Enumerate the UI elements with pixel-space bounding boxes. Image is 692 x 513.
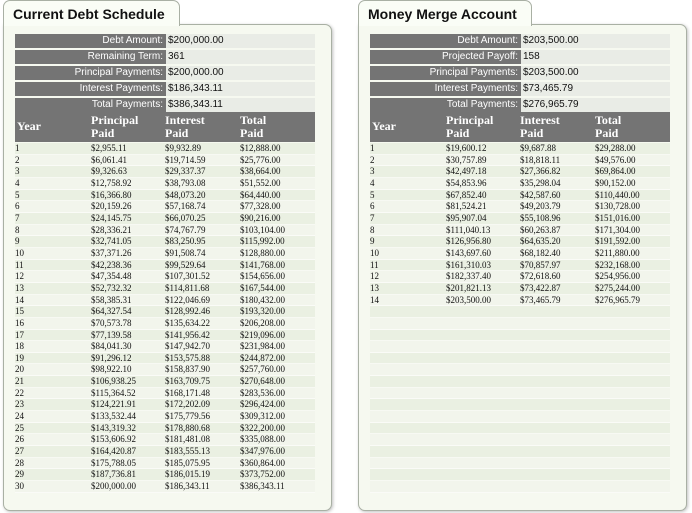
table-row	[370, 190, 670, 202]
interest-cell: $55,108.96	[520, 212, 561, 223]
interest-cell: $99,529.64	[165, 259, 206, 270]
total-cell: $193,320.00	[240, 306, 285, 317]
principal-cell: $153,606.92	[91, 434, 136, 445]
table-row	[370, 295, 670, 307]
principal-cell: $32,741.05	[91, 236, 132, 247]
table-row	[15, 166, 315, 178]
table-row	[15, 248, 315, 260]
table-row	[15, 446, 315, 458]
summary-row	[370, 34, 670, 50]
year-cell: 4	[15, 177, 20, 188]
total-cell: $360,864.00	[240, 457, 285, 468]
principal-cell: $16,366.80	[91, 189, 132, 200]
total-cell: $141,768.00	[240, 259, 285, 270]
principal-cell: $67,852.40	[446, 189, 487, 200]
empty-row	[370, 446, 670, 458]
total-cell: $167,544.00	[240, 282, 285, 293]
year-cell: 3	[15, 166, 20, 177]
interest-cell: $168,171.48	[165, 387, 210, 398]
table-row	[15, 411, 315, 423]
current-debt-tab[interactable]: Current Debt Schedule	[3, 0, 180, 26]
year-cell: 8	[370, 224, 375, 235]
total-cell: $219,096.00	[240, 329, 285, 340]
summary-label: Debt Amount:	[15, 34, 166, 50]
header-year: Year	[17, 119, 41, 133]
table-row	[15, 236, 315, 248]
year-cell: 11	[370, 259, 379, 270]
header-interest: Interest Paid	[520, 113, 560, 140]
total-cell: $347,976.00	[240, 446, 285, 457]
year-cell: 6	[15, 201, 20, 212]
year-cell: 18	[15, 341, 24, 352]
total-cell: $257,760.00	[240, 364, 285, 375]
table-row	[370, 166, 670, 178]
table-row	[15, 155, 315, 167]
summary-label: Remaining Term:	[15, 50, 166, 66]
total-cell: $171,304.00	[595, 224, 640, 235]
principal-cell: $175,788.05	[91, 457, 136, 468]
interest-cell: $35,298.04	[520, 177, 561, 188]
table-row	[15, 469, 315, 481]
year-cell: 14	[370, 294, 379, 305]
total-cell: $25,776.00	[240, 154, 281, 165]
total-cell: $244,872.00	[240, 352, 285, 363]
year-cell: 14	[15, 294, 24, 305]
interest-cell: $147,942.70	[165, 341, 210, 352]
year-cell: 2	[370, 154, 375, 165]
year-cell: 1	[370, 143, 375, 153]
table-row	[15, 353, 315, 365]
total-cell: $128,880.00	[240, 247, 285, 258]
principal-cell: $42,238.36	[91, 259, 132, 270]
interest-cell: $73,422.87	[520, 282, 561, 293]
header-principal: Principal Paid	[446, 113, 494, 140]
total-cell: $103,104.00	[240, 224, 285, 235]
table-row	[370, 283, 670, 295]
total-cell: $211,880.00	[595, 247, 640, 258]
total-cell: $296,424.00	[240, 399, 285, 410]
interest-cell: $135,634.22	[165, 317, 210, 328]
empty-row	[370, 341, 670, 353]
principal-cell: $161,310.03	[446, 259, 491, 270]
year-cell: 7	[370, 212, 375, 223]
total-cell: $69,864.00	[595, 166, 636, 177]
year-cell: 29	[15, 469, 24, 480]
header-total: Total Paid	[595, 113, 622, 140]
total-cell: $154,656.00	[240, 271, 285, 282]
empty-row	[370, 399, 670, 411]
table-row	[15, 341, 315, 353]
empty-row	[370, 388, 670, 400]
total-cell: $309,312.00	[240, 411, 285, 422]
summary-row	[15, 50, 315, 66]
money-merge-tab[interactable]: Money Merge Account	[358, 0, 532, 26]
interest-cell: $9,687.88	[520, 143, 556, 153]
table-row	[15, 434, 315, 446]
year-cell: 5	[370, 189, 375, 200]
summary-row	[370, 82, 670, 98]
interest-cell: $114,811.68	[165, 282, 210, 293]
principal-cell: $201,821.13	[446, 282, 491, 293]
total-cell: $151,016.00	[595, 212, 640, 223]
interest-cell: $68,182.40	[520, 247, 561, 258]
interest-cell: $60,263.87	[520, 224, 561, 235]
table-row	[15, 388, 315, 400]
interest-cell: $181,481.08	[165, 434, 210, 445]
principal-cell: $164,420.87	[91, 446, 136, 457]
interest-cell: $38,793.08	[165, 177, 206, 188]
total-cell: $130,728.00	[595, 201, 640, 212]
principal-cell: $28,336.21	[91, 224, 132, 235]
year-cell: 4	[370, 177, 375, 188]
table-row	[15, 376, 315, 388]
principal-cell: $187,736.81	[91, 469, 136, 480]
table-row	[15, 143, 315, 155]
year-cell: 10	[15, 247, 24, 258]
principal-cell: $19,600.12	[446, 143, 487, 153]
year-cell: 16	[15, 317, 24, 328]
principal-cell: $24,145.75	[91, 212, 132, 223]
year-cell: 20	[15, 364, 24, 375]
summary-value: $73,465.79	[521, 82, 670, 98]
interest-cell: $178,880.68	[165, 422, 210, 433]
interest-cell: $70,857.97	[520, 259, 561, 270]
total-cell: $12,888.00	[240, 143, 281, 153]
total-cell: $110,440.00	[595, 189, 640, 200]
principal-cell: $6,061.41	[91, 154, 127, 165]
interest-cell: $158,837.90	[165, 364, 210, 375]
empty-row	[370, 458, 670, 470]
table-row	[15, 306, 315, 318]
total-cell: $322,200.00	[240, 422, 285, 433]
total-cell: $283,536.00	[240, 387, 285, 398]
year-cell: 12	[370, 271, 379, 282]
year-cell: 28	[15, 457, 24, 468]
interest-cell: $64,635.20	[520, 236, 561, 247]
year-cell: 11	[15, 259, 24, 270]
table-row	[370, 225, 670, 237]
year-cell: 15	[15, 306, 24, 317]
year-cell: 22	[15, 387, 24, 398]
empty-row	[370, 318, 670, 330]
summary-value: $386,343.11	[166, 98, 315, 114]
total-cell: $231,984.00	[240, 341, 285, 352]
principal-cell: $124,221.91	[91, 399, 136, 410]
principal-cell: $20,159.26	[91, 201, 132, 212]
interest-cell: $42,587.60	[520, 189, 561, 200]
year-cell: 9	[15, 236, 20, 247]
current-debt-box	[3, 24, 332, 511]
principal-cell: $133,532.44	[91, 411, 136, 422]
summary-label: Interest Payments:	[370, 82, 521, 98]
table-row	[15, 399, 315, 411]
table-row	[15, 190, 315, 202]
table-row	[15, 330, 315, 342]
table-row	[15, 458, 315, 470]
year-cell: 12	[15, 271, 24, 282]
table-row	[15, 225, 315, 237]
principal-cell: $91,296.12	[91, 352, 132, 363]
year-cell: 8	[15, 224, 20, 235]
interest-cell: $73,465.79	[520, 294, 561, 305]
empty-row	[370, 353, 670, 365]
table-row	[15, 318, 315, 330]
table-row	[15, 423, 315, 435]
principal-cell: $203,500.00	[446, 294, 491, 305]
total-cell: $115,992.00	[240, 236, 285, 247]
empty-row	[370, 469, 670, 481]
year-cell: 26	[15, 434, 24, 445]
interest-cell: $172,202.09	[165, 399, 210, 410]
interest-cell: $49,203.79	[520, 201, 561, 212]
table-row	[15, 481, 315, 493]
year-cell: 9	[370, 236, 375, 247]
total-cell: $64,440.00	[240, 189, 281, 200]
total-cell: $77,328.00	[240, 201, 281, 212]
summary-value: $203,500.00	[521, 66, 670, 82]
interest-cell: $74,767.79	[165, 224, 206, 235]
table-row	[370, 271, 670, 283]
header-year: Year	[372, 119, 396, 133]
interest-cell: $57,168.74	[165, 201, 206, 212]
year-cell: 24	[15, 411, 24, 422]
year-cell: 13	[370, 282, 379, 293]
interest-cell: $72,618.60	[520, 271, 561, 282]
summary-label: Total Payments:	[15, 98, 166, 114]
total-cell: $270,648.00	[240, 376, 285, 387]
year-cell: 10	[370, 247, 379, 258]
total-cell: $49,576.00	[595, 154, 636, 165]
summary-row	[370, 50, 670, 66]
summary-row	[370, 66, 670, 82]
total-cell: $275,244.00	[595, 282, 640, 293]
interest-cell: $27,366.82	[520, 166, 561, 177]
schedule-header	[15, 112, 315, 142]
summary-label: Total Payments:	[370, 98, 521, 114]
total-cell: $191,592.00	[595, 236, 640, 247]
interest-cell: $185,075.95	[165, 457, 210, 468]
year-cell: 19	[15, 352, 24, 363]
interest-cell: $183,555.13	[165, 446, 210, 457]
money-merge-box	[358, 24, 687, 511]
empty-row	[370, 330, 670, 342]
empty-row	[370, 411, 670, 423]
total-cell: $180,432.00	[240, 294, 285, 305]
table-row	[370, 178, 670, 190]
empty-row	[370, 364, 670, 376]
empty-row	[370, 376, 670, 388]
summary-value: $200,000.00	[166, 34, 315, 50]
total-cell: $232,168.00	[595, 259, 640, 270]
principal-cell: $47,354.48	[91, 271, 132, 282]
principal-cell: $52,732.32	[91, 282, 132, 293]
principal-cell: $64,327.54	[91, 306, 132, 317]
year-cell: 13	[15, 282, 24, 293]
table-row	[15, 260, 315, 272]
table-row	[15, 271, 315, 283]
principal-cell: $9,326.63	[91, 166, 127, 177]
summary-row	[15, 34, 315, 50]
summary-row	[15, 66, 315, 82]
interest-cell: $128,992.46	[165, 306, 210, 317]
header-interest: Interest Paid	[165, 113, 205, 140]
year-cell: 21	[15, 376, 24, 387]
total-cell: $373,752.00	[240, 469, 285, 480]
empty-row	[370, 481, 670, 493]
principal-cell: $81,524.21	[446, 201, 487, 212]
year-cell: 1	[15, 143, 20, 153]
schedule-rows	[370, 143, 670, 493]
table-row	[370, 201, 670, 213]
total-cell: $29,288.00	[595, 143, 636, 153]
year-cell: 7	[15, 212, 20, 223]
principal-cell: $111,040.13	[446, 224, 491, 235]
year-cell: 27	[15, 446, 24, 457]
interest-cell: $153,575.88	[165, 352, 210, 363]
year-cell: 3	[370, 166, 375, 177]
principal-cell: $84,041.30	[91, 341, 132, 352]
table-row	[370, 213, 670, 225]
header-total: Total Paid	[240, 113, 267, 140]
summary-label: Principal Payments:	[370, 66, 521, 82]
empty-row	[370, 423, 670, 435]
interest-cell: $29,337.37	[165, 166, 206, 177]
principal-cell: $54,853.96	[446, 177, 487, 188]
table-row	[370, 248, 670, 260]
total-cell: $90,152.00	[595, 177, 636, 188]
table-row	[370, 236, 670, 248]
interest-cell: $122,046.69	[165, 294, 210, 305]
principal-cell: $106,938.25	[91, 376, 136, 387]
principal-cell: $182,337.40	[446, 271, 491, 282]
summary-value: 361	[166, 50, 315, 66]
summary-row	[15, 82, 315, 98]
header-principal: Principal Paid	[91, 113, 139, 140]
money-merge-summary	[370, 34, 670, 114]
current-debt-summary	[15, 34, 315, 114]
summary-label: Principal Payments:	[15, 66, 166, 82]
total-cell: $38,664.00	[240, 166, 281, 177]
principal-cell: $143,697.60	[446, 247, 491, 258]
interest-cell: $9,932.89	[165, 143, 201, 153]
principal-cell: $98,922.10	[91, 364, 132, 375]
year-cell: 17	[15, 329, 24, 340]
table-row	[370, 260, 670, 272]
interest-cell: $186,015.19	[165, 469, 210, 480]
total-cell: $386,343.11	[240, 481, 285, 492]
year-cell: 23	[15, 399, 24, 410]
table-row	[15, 201, 315, 213]
total-cell: $90,216.00	[240, 212, 281, 223]
summary-label: Interest Payments:	[15, 82, 166, 98]
interest-cell: $107,301.52	[165, 271, 210, 282]
interest-cell: $48,073.20	[165, 189, 206, 200]
summary-value: $186,343.11	[166, 82, 315, 98]
principal-cell: $95,907.04	[446, 212, 487, 223]
summary-value: $203,500.00	[521, 34, 670, 50]
year-cell: 6	[370, 201, 375, 212]
principal-cell: $115,364.52	[91, 387, 136, 398]
interest-cell: $163,709.75	[165, 376, 210, 387]
interest-cell: $66,070.25	[165, 212, 206, 223]
principal-cell: $2,955.11	[91, 143, 127, 153]
principal-cell: $200,000.00	[91, 481, 136, 492]
summary-label: Projected Payoff:	[370, 50, 521, 66]
principal-cell: $58,385.31	[91, 294, 132, 305]
table-row	[370, 155, 670, 167]
principal-cell: $30,757.89	[446, 154, 487, 165]
total-cell: $276,965.79	[595, 294, 640, 305]
table-row	[15, 295, 315, 307]
interest-cell: $141,956.42	[165, 329, 210, 340]
summary-value: $276,965.79	[521, 98, 670, 114]
interest-cell: $18,818.11	[520, 154, 561, 165]
year-cell: 25	[15, 422, 24, 433]
total-cell: $51,552.00	[240, 177, 281, 188]
year-cell: 30	[15, 481, 24, 492]
principal-cell: $70,573.78	[91, 317, 132, 328]
principal-cell: $12,758.92	[91, 177, 132, 188]
table-row	[15, 283, 315, 295]
table-row	[370, 143, 670, 155]
summary-label: Debt Amount:	[370, 34, 521, 50]
principal-cell: $77,139.58	[91, 329, 132, 340]
table-row	[15, 213, 315, 225]
table-row	[15, 178, 315, 190]
interest-cell: $175,779.56	[165, 411, 210, 422]
interest-cell: $83,250.95	[165, 236, 206, 247]
principal-cell: $42,497.18	[446, 166, 487, 177]
interest-cell: $19,714.59	[165, 154, 206, 165]
year-cell: 5	[15, 189, 20, 200]
empty-row	[370, 306, 670, 318]
interest-cell: $186,343.11	[165, 481, 210, 492]
money-merge-panel	[358, 0, 687, 509]
summary-value: $200,000.00	[166, 66, 315, 82]
schedule-rows	[15, 143, 315, 493]
table-row	[15, 364, 315, 376]
total-cell: $206,208.00	[240, 317, 285, 328]
interest-cell: $91,508.74	[165, 247, 206, 258]
schedule-header	[370, 112, 670, 142]
principal-cell: $37,371.26	[91, 247, 132, 258]
principal-cell: $143,319.32	[91, 422, 136, 433]
total-cell: $335,088.00	[240, 434, 285, 445]
principal-cell: $126,956.80	[446, 236, 491, 247]
year-cell: 2	[15, 154, 20, 165]
summary-value: 158	[521, 50, 670, 66]
empty-row	[370, 434, 670, 446]
current-debt-panel	[3, 0, 332, 509]
total-cell: $254,956.00	[595, 271, 640, 282]
